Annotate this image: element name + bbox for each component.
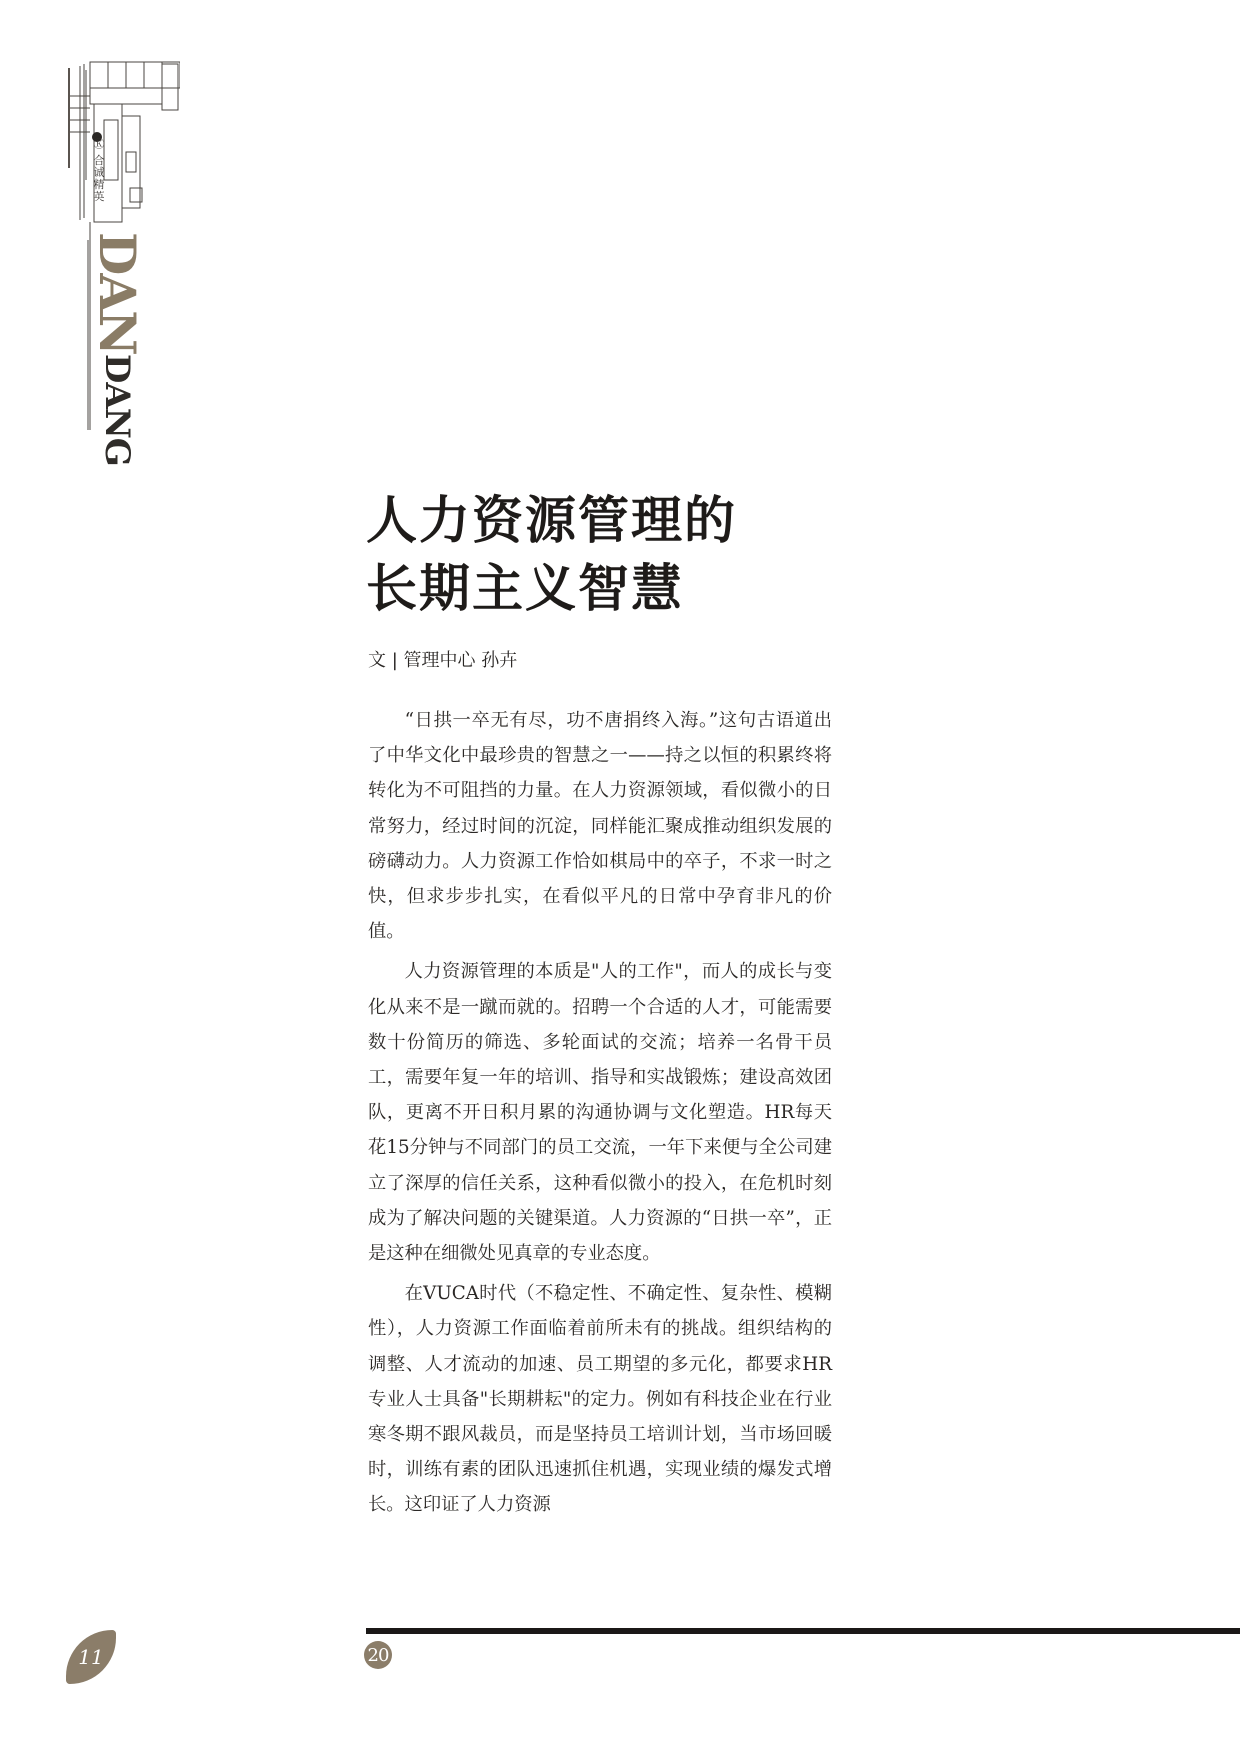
- wordmark-dan: DAN: [88, 232, 147, 354]
- leaf-badge: [66, 1630, 116, 1684]
- danang-wordmark: [88, 232, 147, 466]
- article-body: [368, 703, 832, 1528]
- paragraph: 在VUCA时代（不稳定性、不确定性、复杂性、模糊性），人力资源工作面临着前所未有的挑战。组织结构的调整、人才流动的加速、员工期望的多元化，都要求HR专业人士具备"长期耕耘"的定力。例如有科技企业在行业寒冬期不跟风裁员，而是坚持员工培训计划，当市场回暖时，训练有素的团队迅速抓住机遇，实现业绩的爆发式增长。这印证了人力资源: [368, 1283, 832, 1516]
- article-title: [366, 488, 866, 624]
- footer-rule: [366, 1628, 1240, 1634]
- brand-label: Ⓚ 合诚精英: [92, 138, 105, 203]
- title-line-1: 人力资源管理的: [366, 492, 738, 551]
- paragraph: “日拱一卒无有尽，功不唐捐终入海。”这句古语道出了中华文化中最珍贵的智慧之一——持之以恒的积累终将转化为不可阻挡的力量。在人力资源领域，看似微小的日常努力，经过时间的沉淀，同样能汇聚成推动组织发展的磅礴动力。人力资源工作恰如棋局中的卒子，不求一时之快，但求步步扎实，在看似平凡的日常中孕育非凡的价值。: [368, 710, 832, 943]
- page-number: 20: [367, 1644, 389, 1666]
- article-byline: 文 | 管理中心 孙卉: [368, 650, 518, 671]
- badge-number: 11: [78, 1645, 104, 1669]
- wordmark-dang: DANG: [97, 353, 137, 466]
- paragraph: 人力资源管理的本质是"人的工作"，而人的成长与变化从来不是一蹴而就的。招聘一个合适的人才，可能需要数十份简历的筛选、多轮面试的交流；培养一名骨干员工，需要年复一年的培训、指导和实战锻炼；建设高效团队，更离不开日积月累的沟通协调与文化塑造。HR每天花15分钟与不同部门的员工交流，一年下来便与全公司建立了深厚的信任关系，这种看似微小的投入，在危机时刻成为了解决问题的关键渠道。人力资源的“日拱一卒”，正是这种在细微处见真章的专业态度。: [368, 961, 832, 1265]
- page-number-badge: [364, 1641, 392, 1669]
- title-line-2: 长期主义智慧: [366, 560, 685, 619]
